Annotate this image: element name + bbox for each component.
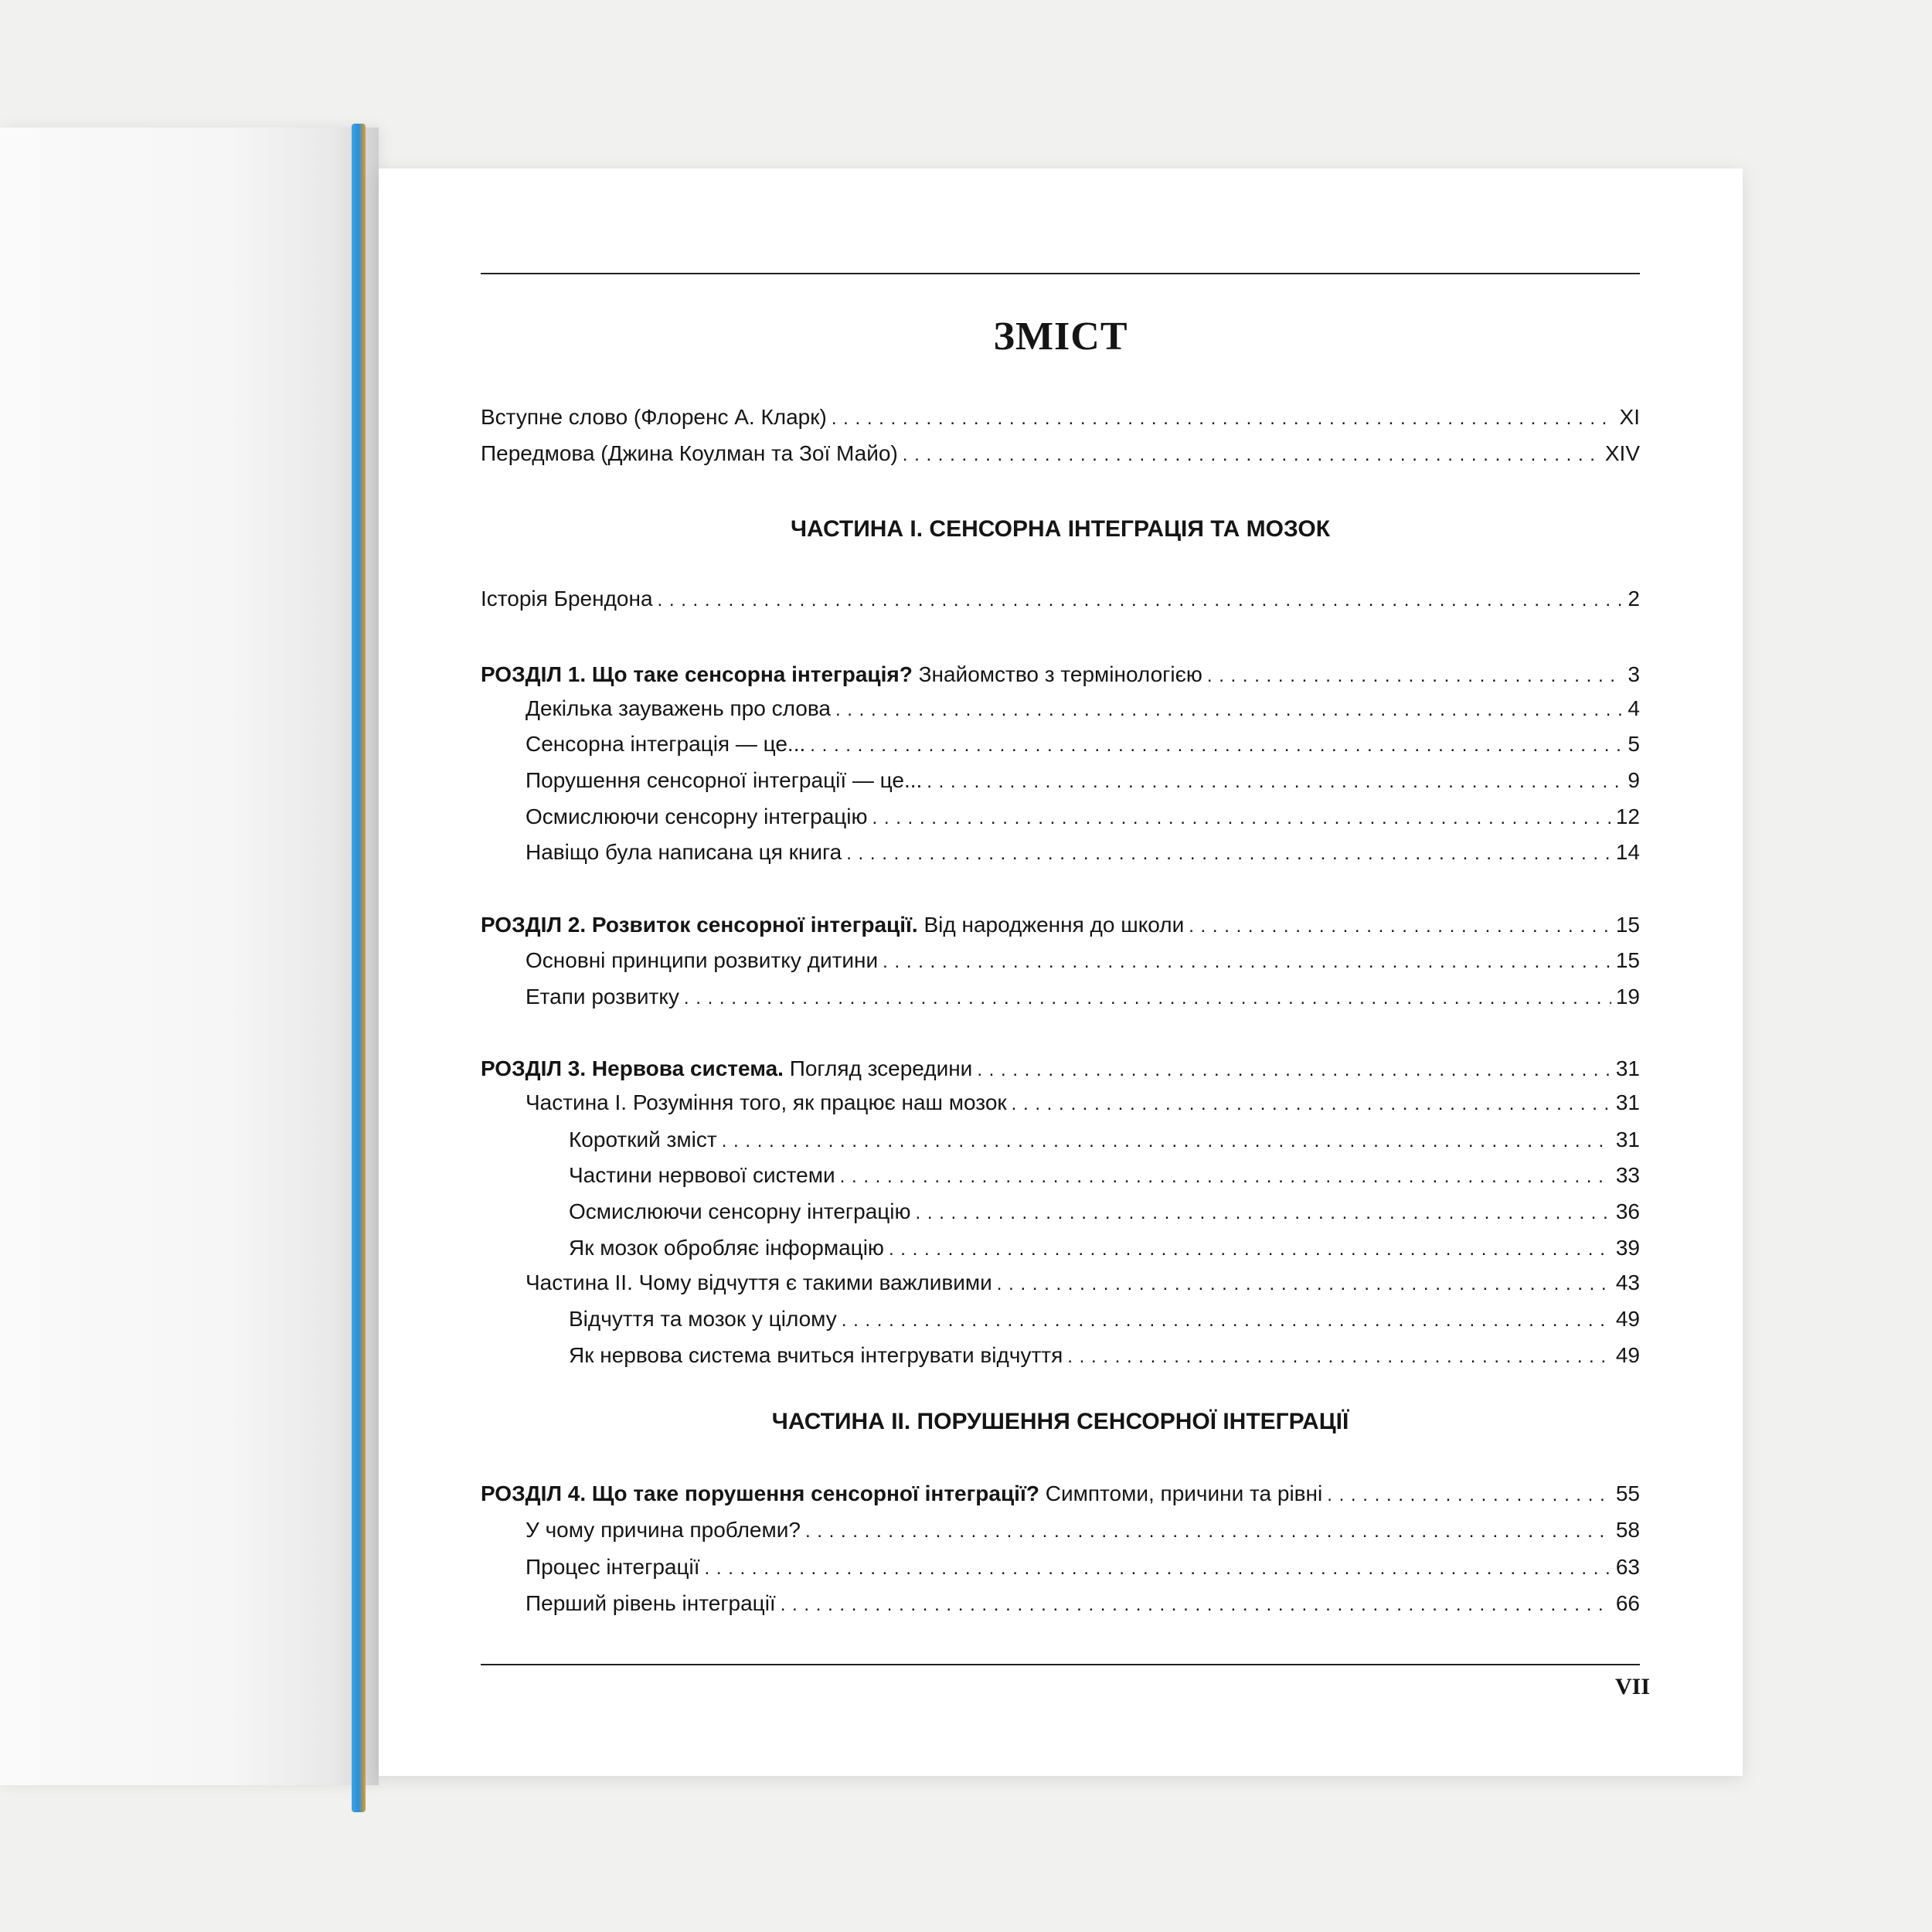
toc-chapter-2: РОЗДІЛ 2. Розвиток сенсорної інтеграції. Від народження до школи . . . 15 [481, 912, 1640, 940]
bottom-rule [481, 1664, 1640, 1665]
toc-entry: Як мозок обробляє інформацію . . . 39 [481, 1235, 1640, 1263]
page-number: VII [1614, 1674, 1650, 1699]
toc-entry: Порушення сенсорної інтеграції — це... . . . 9 [481, 767, 1640, 795]
toc-entry: Короткий зміст . . . 31 [481, 1127, 1640, 1155]
toc-entry: Навіщо була написана ця книга . . . 14 [481, 839, 1640, 867]
toc-entry: Перший рівень інтеграції . . . 66 [481, 1590, 1640, 1618]
toc-entry: Частина І. Розуміння того, як працює наш мозок . . . 31 [481, 1090, 1640, 1117]
part-2-heading: ЧАСТИНА ІІ. ПОРУШЕННЯ СЕНСОРНОЇ ІНТЕГРАЦІЇ [771, 1409, 1349, 1434]
toc-chapter-3: РОЗДІЛ 3. Нервова система. Погляд зсередини . . . 31 [481, 1056, 1640, 1083]
toc-entry: Процес інтеграції . . . 63 [481, 1554, 1640, 1582]
toc-entry-preface: Передмова (Джина Коулман та Зої Майо) . . . XIV [481, 440, 1640, 468]
toc-entry: Осмислюючи сенсорну інтеграцію . . . 12 [481, 804, 1640, 832]
top-rule [481, 273, 1640, 274]
toc-entry: Як нервова система вчиться інтегрувати відчуття . . . 49 [481, 1342, 1640, 1370]
toc-entry: Осмислюючи сенсорну інтеграцію . . . 36 [481, 1199, 1640, 1226]
toc-entry-brendon: Історія Брендона . . . 2 [481, 586, 1640, 614]
toc-entry: Етапи розвитку . . . 19 [481, 984, 1640, 1012]
toc-entry-foreword: Вступне слово (Флоренс А. Кларк) . . . XI [481, 404, 1640, 432]
toc-entry: Відчуття та мозок у цілому . . . 49 [481, 1306, 1640, 1334]
right-page [379, 168, 1743, 1776]
part-1-heading: ЧАСТИНА І. СЕНСОРНА ІНТЕГРАЦІЯ ТА МОЗОК [790, 516, 1331, 542]
book-spine-edge [352, 124, 366, 1812]
toc-entry: Сенсорна інтеграція — це... . . . 5 [481, 731, 1640, 759]
toc-entry: Частина ІІ. Чому відчуття є такими важливими . . . 43 [481, 1270, 1640, 1298]
toc-entry: Частини нервової системи . . . 33 [481, 1162, 1640, 1190]
toc-chapter-1: РОЗДІЛ 1. Що таке сенсорна інтеграція? Знайомство з термінологією . . . 3 [481, 662, 1640, 689]
toc-entry: Основні принципи розвитку дитини . . . 15 [481, 947, 1640, 975]
page-title: ЗМІСТ [993, 315, 1128, 359]
left-page [0, 128, 379, 1785]
toc-chapter-4: РОЗДІЛ 4. Що таке порушення сенсорної інтеграції? Симптоми, причини та рівні . . . 55 [481, 1481, 1640, 1509]
toc-entry: Декілька зауважень про слова . . . 4 [481, 696, 1640, 723]
toc-entry: У чому причина проблеми? . . . 58 [481, 1517, 1640, 1545]
